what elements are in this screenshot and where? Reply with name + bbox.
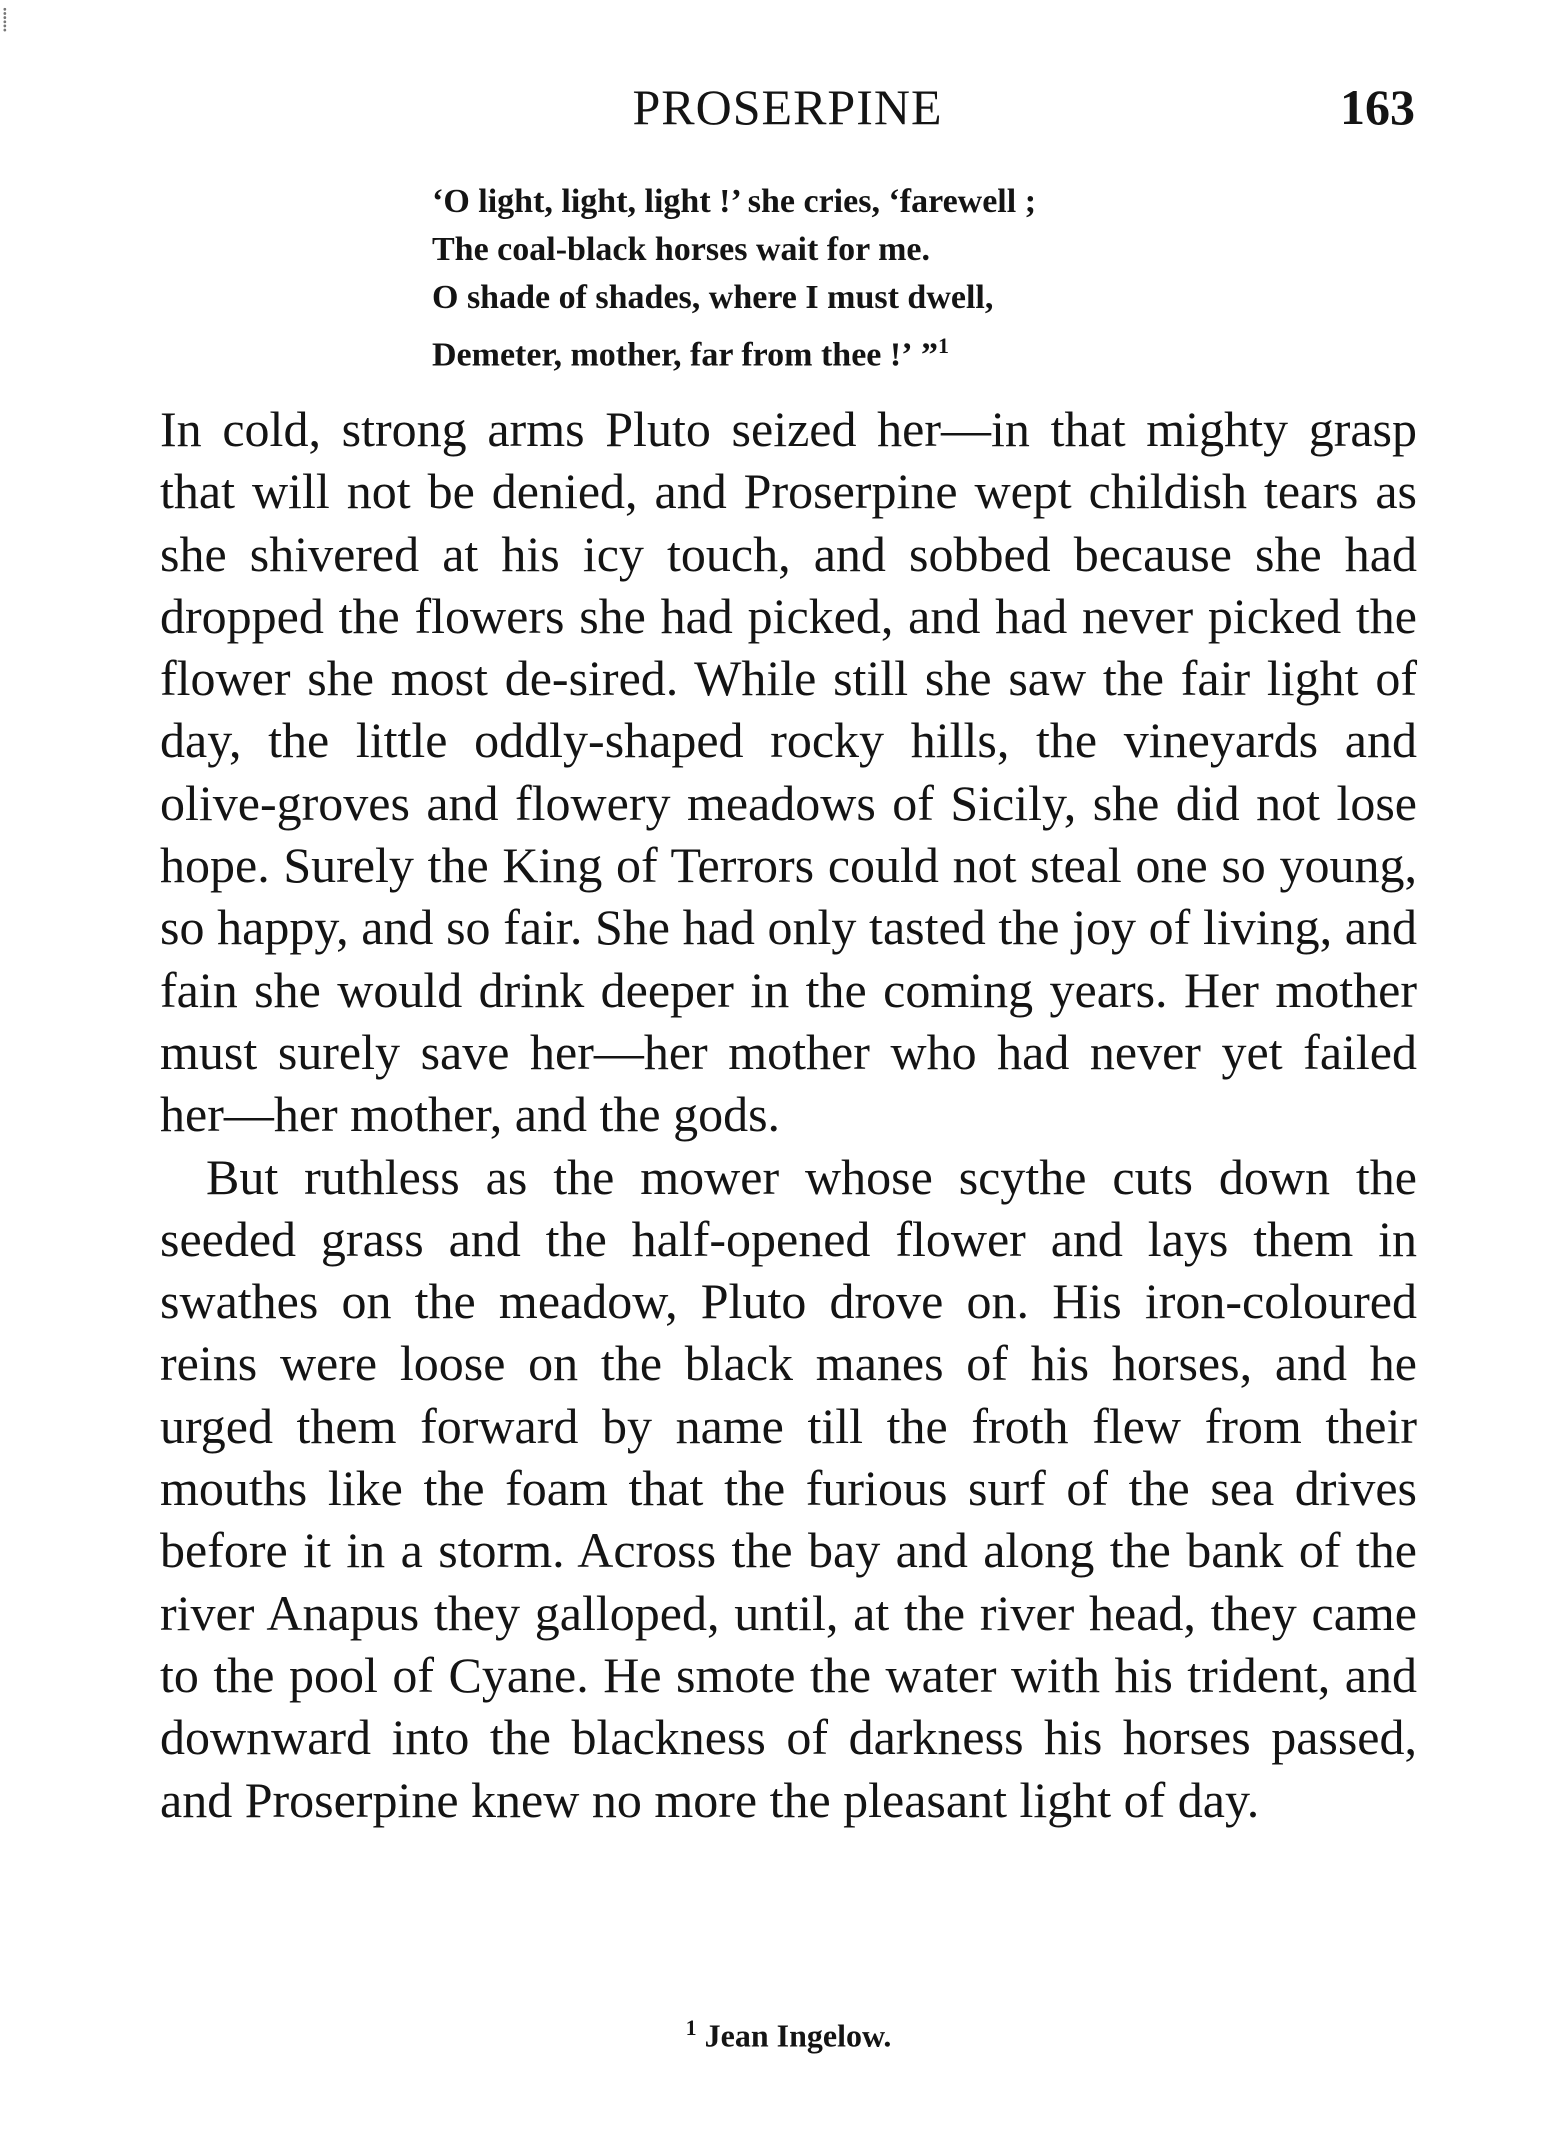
running-header <box>160 78 1415 148</box>
poem-line <box>432 322 1332 379</box>
footnote-reference: 1 <box>938 333 950 358</box>
running-title: PROSERPINE <box>632 79 943 135</box>
footnote-marker: 1 <box>685 2015 697 2040</box>
poem-line-text: Demeter, mother, far from thee !’ ” <box>432 336 939 374</box>
page-number: 163 <box>1340 79 1415 135</box>
paragraph: But ruthless as the mower whose scythe cuts down the seeded grass and the half-opened flower and lays them in swathes on the meadow, Pluto drove on. His iron-coloured reins were loose on the black manes of his horses, and he urged them forward by name till the froth flew from their mouths like the foam that the furious surf of the sea drives before it in a storm. Across the bay and along the bank of the river Anapus they galloped, until, at the river head, they came to the pool of Cyane. He smote the water with his trident, and downward into the blackness of darkness his horses passed, and Proserpine knew no more the pleasant light of day. <box>160 1148 1417 1828</box>
body-text <box>160 398 1417 1831</box>
poem-line: The coal-black horses wait for me. <box>432 231 930 268</box>
poem-quotation <box>432 178 1332 379</box>
poem-line: ‘O light, light, light !’ she cries, ‘farewell ; <box>432 183 1037 220</box>
footnote <box>160 2015 1417 2055</box>
poem-line: O shade of shades, where I must dwell, <box>432 279 994 316</box>
scan-corner-mark: ⸽ <box>2 7 8 32</box>
paragraph: In cold, strong arms Pluto seized her—in that mighty grasp that will not be denied, and Proserpine wept childish tears as she shivered at his icy touch, and sobbed because she had dropped the flowers she had picked, and had never picked the flower she most de-sired. While still she saw the fair light of day, the little oddly-shaped rocky hills, the vineyards and olive-groves and flowery meadows of Sicily, she did not lose hope. Surely the King of Terrors could not steal one so young, so happy, and so fair. She had only tasted the joy of living, and fain she would drink deeper in the coming years. Her mother must surely save her—her mother who had never yet failed her—her mother, and the gods. <box>160 401 1417 1143</box>
footnote-text: Jean Ingelow. <box>704 2017 892 2054</box>
